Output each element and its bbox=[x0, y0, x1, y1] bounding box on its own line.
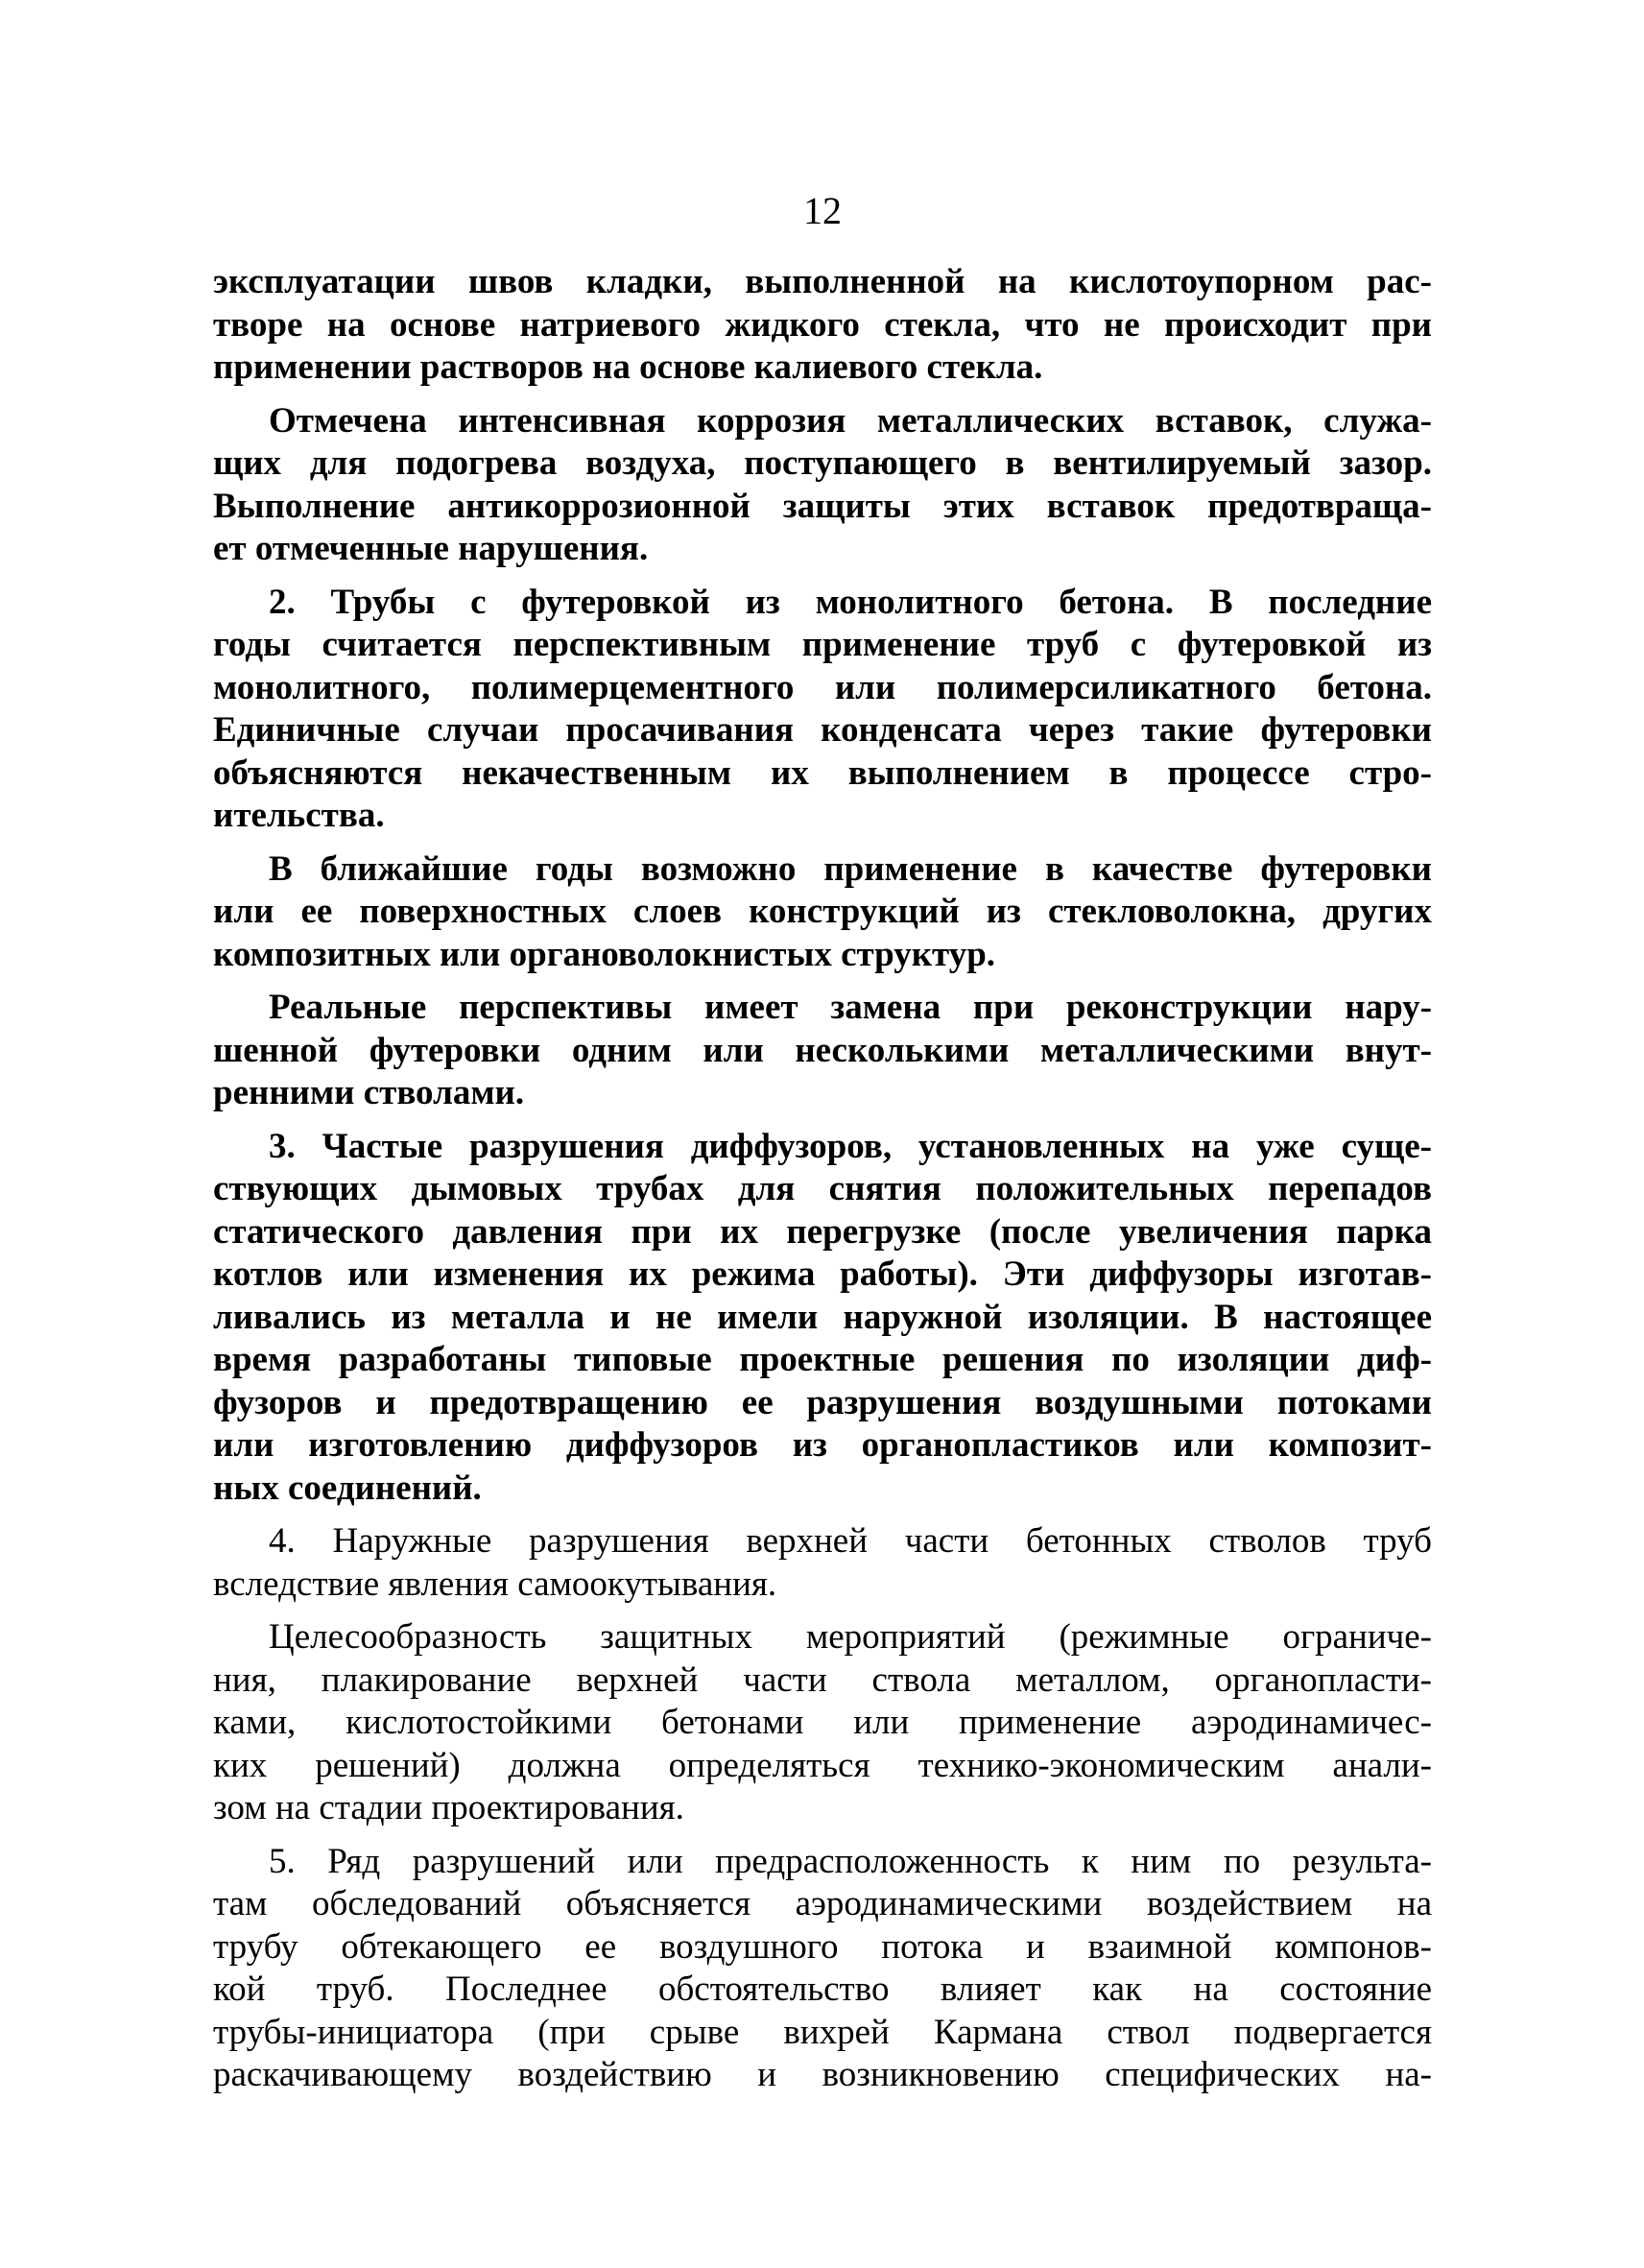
paragraph-5 bbox=[213, 987, 1432, 1115]
text-line: 5. Ряд разрушений или предрасположенность к ним по результа- bbox=[269, 1841, 1432, 1881]
paragraph-9 bbox=[213, 1841, 1432, 2097]
text-line: композитных или органоволокнистых структур. bbox=[213, 934, 996, 974]
paragraph-7 bbox=[213, 1520, 1432, 1606]
text-line: время разработаны типовые проектные решения по изоляции диф- bbox=[213, 1340, 1432, 1379]
text-line: кой труб. Последнее обстоятельство влияет как на состояние bbox=[213, 1970, 1432, 2009]
text-line: Выполнение антикоррозионной защиты этих вставок предотвраща- bbox=[213, 486, 1432, 526]
document-page bbox=[213, 0, 1432, 2268]
page-number: 12 bbox=[803, 189, 842, 232]
text-line: 2. Трубы с футеровкой из монолитного бетона. В последние bbox=[269, 582, 1432, 622]
text-line: ных соединений. bbox=[213, 1468, 482, 1508]
text-line: ительства. bbox=[213, 796, 385, 835]
text-line: ренними стволами. bbox=[213, 1073, 525, 1112]
text-line: щих для подогрева воздуха, поступающего в вентилируемый зазор. bbox=[213, 443, 1432, 483]
text-line: объясняются некачественным их выполнением в процессе стро- bbox=[213, 752, 1432, 793]
text-line: годы считается перспективным применение труб с футеровкой из bbox=[213, 625, 1432, 664]
paragraph-8 bbox=[213, 1616, 1432, 1830]
text-line: ками, кислотостойкими бетонами или применение аэродинамичес- bbox=[213, 1703, 1432, 1742]
text-line: там обследований объясняется аэродинамическими воздействием на bbox=[213, 1884, 1432, 1923]
paragraph-6 bbox=[213, 1126, 1432, 1511]
text-line: ствующих дымовых трубах для снятия положительных перепадов bbox=[213, 1169, 1432, 1208]
text-line: ет отмеченные нарушения. bbox=[213, 529, 649, 568]
text-line: ких решений) должна определяться технико-экономическим анали- bbox=[213, 1745, 1432, 1785]
text-line: ния, плакирование верхней части ствола металлом, органопласти- bbox=[213, 1659, 1432, 1700]
text-line: 3. Частые разрушения диффузоров, установленных на уже суще- bbox=[269, 1126, 1432, 1166]
text-line: применении растворов на основе калиевого стекла. bbox=[213, 347, 1043, 387]
text-line: фузоров и предотвращению ее разрушения воздушными потоками bbox=[213, 1382, 1432, 1422]
text-line: монолитного, полимерцементного или полимерсиликатного бетона. bbox=[213, 667, 1432, 707]
paragraph-4 bbox=[213, 848, 1432, 977]
text-line: шенной футеровки одним или несколькими металлическими внут- bbox=[213, 1030, 1432, 1070]
text-line: ливались из металла и не имели наружной изоляции. В настоящее bbox=[213, 1297, 1432, 1337]
text-line: раскачивающему воздействию и возникновению специфических на- bbox=[213, 2055, 1432, 2094]
text-line: 4. Наружные разрушения верхней части бетонных стволов труб bbox=[269, 1521, 1432, 1561]
text-line: эксплуатации швов кладки, выполненной на кислотоупорном рас- bbox=[213, 262, 1432, 301]
paragraph-2 bbox=[213, 400, 1432, 571]
text-line: Целесообразность защитных мероприятий (режимные ограниче- bbox=[269, 1617, 1432, 1657]
text-line: трубы-инициатора (при срыве вихрей Кармана ствол подвергается bbox=[213, 2012, 1432, 2052]
text-line: котлов или изменения их режима работы). Эти диффузоры изготав- bbox=[213, 1254, 1432, 1294]
text-line: вследствие явления самоокутывания. bbox=[213, 1564, 777, 1604]
text-line: Единичные случаи просачивания конденсата через такие футеровки bbox=[213, 710, 1432, 750]
text-line: трубу обтекающего ее воздушного потока и взаимной компонов- bbox=[213, 1926, 1432, 1967]
text-line: В ближайшие годы возможно применение в качестве футеровки bbox=[269, 848, 1432, 889]
text-line: или ее поверхностных слоев конструкций из стекловолокна, других bbox=[213, 892, 1432, 931]
text-line: или изготовлению диффузоров из органопластиков или композит- bbox=[213, 1425, 1432, 1465]
text-line: статического давления при их перегрузке (после увеличения парка bbox=[213, 1211, 1432, 1252]
text-line: зом на стадии проектирования. bbox=[213, 1788, 684, 1827]
text-line: Отмечена интенсивная коррозия металлических вставок, служа- bbox=[269, 400, 1432, 441]
paragraph-3 bbox=[213, 582, 1432, 838]
body-text bbox=[213, 261, 1432, 2108]
text-line: творе на основе натриевого жидкого стекла, что не происходит при bbox=[213, 304, 1432, 345]
text-line: Реальные перспективы имеет замена при реконструкции нару- bbox=[269, 988, 1432, 1027]
paragraph-1 bbox=[213, 261, 1432, 390]
